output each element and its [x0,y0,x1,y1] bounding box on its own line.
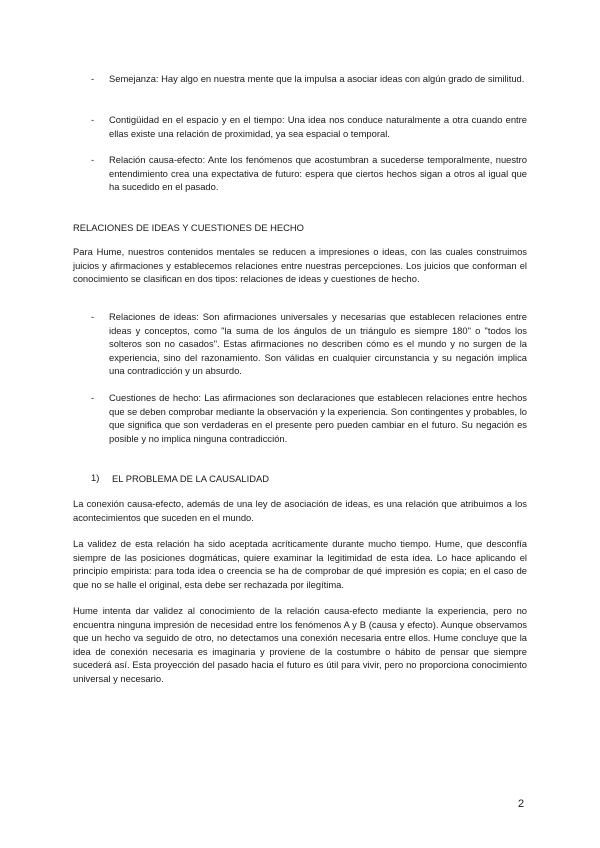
causality-paragraph: Hume intenta dar validez al conocimiento de la relación causa-efecto mediante la experiencia, pero no encuentra ninguna impresión de necesidad entre los fenómenos A y B (causa y efecto). Aunque observamos que un hecho va seguido de otro, no detectamos una conexión necesaria entre ellos. Hume concluye que la idea de conexión necesaria es imaginaria y proviene de la costumbre o hábito de pensar que siempre sucederá así. Esta proyección del pasado hacia el futuro es útil para vivir, pero no proporciona conocimiento universal y necesario. [73,605,527,684]
section-intro-paragraph: Para Hume, nuestros contenidos mentales se reducen a impresiones o ideas, con las cuales construimos juicios y afirmaciones y establecemos relaciones entre nuestras percepciones. Los juicios que conforman el conocimiento se clasifican en dos tipos: relaciones de ideas y cuestiones de hecho. [73,246,527,285]
causality-paragraph: La conexión causa-efecto, además de una ley de asociación de ideas, es una relación que atribuimos a los acontecimientos que suceden en el mundo. [73,498,527,523]
bullet-dash: - [91,154,95,165]
page-number: 2 [518,798,525,810]
bullet-dash: - [91,311,95,322]
bullet-text: Relación causa-efecto: Ante los fenómenos que acostumbran a sucederse temporalmente, nuestro entendimiento crea una expectativa de futuro: espera que ciertos hechos sigan a otros al igual que ha sucedido en el pasado. [109,154,527,193]
bullet-text: Cuestiones de hecho: Las afirmaciones son declaraciones que establecen relaciones entre hechos que se deben comprobar mediante la observación y la experiencia. Son contingentes y probables, lo que significa que son verdaderas en el presente pero pueden cambiar en el futuro. Su negación es posible y no implica ninguna contradicción. [109,392,527,444]
section-number: 1) [91,472,100,483]
bullet-dash: - [91,114,95,125]
bullet-text: Contigüidad en el espacio y en el tiempo: Una idea nos conduce naturalmente a otra cuando entre ellas existe una relación de proximidad, ya sea espacial o temporal. [109,114,527,139]
bullet-dash: - [91,392,95,403]
causality-heading: EL PROBLEMA DE LA CAUSALIDAD [112,473,270,484]
bullet-dash: - [91,73,95,84]
bullet-text: Relaciones de ideas: Son afirmaciones universales y necesarias que establecen relaciones entre ideas y conceptos, como "la suma de los ángulos de un triángulo es siempre 180" o "todos los solteros son no casados". Estas afirmaciones no describen cómo es el mundo y no surgen de la experiencia, sino del razonamiento. Son válidas en cualquier circunstancia y su negación implica una contradicción y un absurdo. [109,311,527,377]
causality-paragraph: La validez de esta relación ha sido aceptada acríticamente durante mucho tiempo. Hume, que desconfía siempre de las posiciones dogmáticas, quiere examinar la legitimidad de esta idea. Lo hace aplicando el principio empirista: para toda idea o creencia se ha de comprobar de qué impresión es copia; en el caso de que no se halle el original, esta debe ser rechazada por ilegítima. [73,538,527,590]
section-heading: RELACIONES DE IDEAS Y CUESTIONES DE HECHO [73,222,304,233]
bullet-text: Semejanza: Hay algo en nuestra mente que la impulsa a asociar ideas con algún grado de similitud. [109,73,525,84]
